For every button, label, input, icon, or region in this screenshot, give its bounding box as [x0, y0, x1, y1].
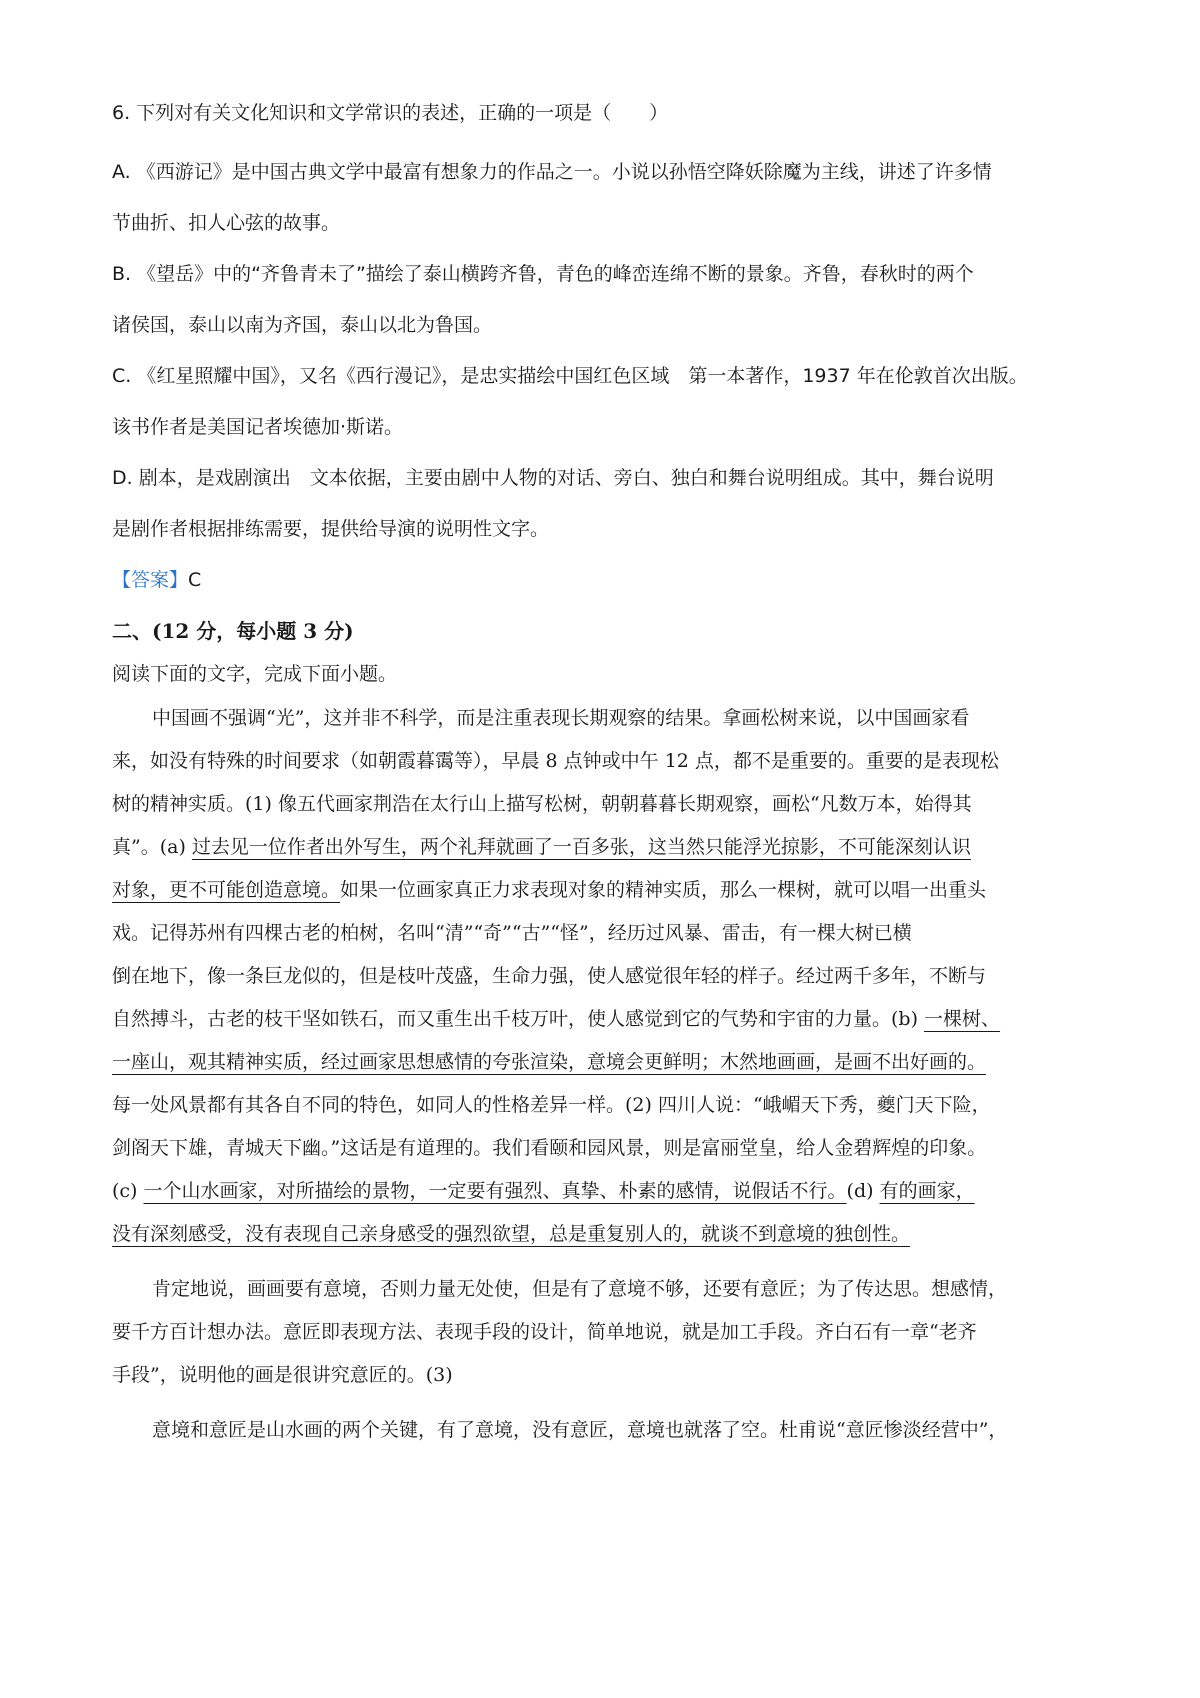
- underlined-sentence-d-part-2: 没有深刻感受，没有表现自己亲身感受的强烈欲望，总是重复别人的，就谈不到意境的独创性。: [112, 1223, 911, 1245]
- passage-marker-c: (c): [112, 1180, 144, 1202]
- option-d-line-2: 是剧作者根据排练需要，提供给导演的说明性文字。: [112, 518, 550, 540]
- answer-line: [112, 565, 201, 595]
- answer-label: 【答案】: [112, 569, 189, 591]
- passage-p2-line-3: 手段”，说明他的画是很讲究意匠的。(3): [112, 1364, 453, 1386]
- underlined-sentence-b-part-2: 一座山，观其精神实质，经过画家思想感情的夸张渲染，意境会更鲜明；木然地画画，是画不出好画的。: [112, 1051, 987, 1073]
- underlined-sentence-a-part-1: 过去见一位作者出外写生，两个礼拜就画了一百多张，这当然只能浮光掠影，不可能深刻认识: [191, 836, 971, 858]
- passage-p1-line-8: [112, 1004, 1000, 1034]
- question-stem: 6. 下列对有关文化知识和文学常识的表述，正确的一项是（ ）: [112, 102, 669, 124]
- passage-p1-line-3: 树的精神实质。(1) 像五代画家荆浩在太行山上描写松树，朝朝暮暮长期观察，画松“凡数万本，始得其: [112, 793, 972, 815]
- option-b-line-2: 诸侯国，泰山以南为齐国，泰山以北为鲁国。: [112, 314, 493, 336]
- passage-p1-line-11: 剑阁天下雄，青城天下幽。”这话是有道理的。我们看颐和园风景，则是富丽堂皇，给人金碧辉煌的印象。: [112, 1137, 987, 1159]
- underlined-sentence-b-part-1: 一棵树、: [924, 1008, 1001, 1030]
- answer-value: C: [188, 569, 202, 591]
- passage-p1-line-1: 中国画不强调“光”，这并非不科学，而是注重表现长期观察的结果。拿画松树来说，以中国画家看: [152, 707, 970, 729]
- passage-p1-line-7: 倒在地下，像一条巨龙似的，但是枝叶茂盛，生命力强，使人感觉很年轻的样子。经过两千多年，不断与: [112, 965, 987, 987]
- option-b-line-1: B. 《望岳》中的“齐鲁青未了”描绘了泰山横跨齐鲁，青色的峰峦连绵不断的景象。齐鲁，春秋时的两个: [112, 263, 974, 285]
- passage-p3-line-1: 意境和意匠是山水画的两个关键，有了意境，没有意匠，意境也就落了空。杜甫说“意匠惨淡经营中”，: [152, 1419, 1008, 1441]
- passage-p1-line-8-text: 自然搏斗，古老的枝干坚如铁石，而又重生出千枝万叶，使人感觉到它的气势和宇宙的力量。(b): [112, 1008, 925, 1030]
- underlined-sentence-a-part-2: 对象，更不可能创造意境。: [112, 879, 341, 901]
- section-instruction: 阅读下面的文字，完成下面小题。: [112, 663, 398, 685]
- underlined-sentence-c: 一个山水画家，对所描绘的景物，一定要有强烈、真挚、朴素的感情，说假话不行。: [143, 1180, 847, 1202]
- option-c-line-2: 该书作者是美国记者埃德加·斯诺。: [112, 416, 404, 438]
- underlined-sentence-d-part-1: 有的画家，: [879, 1180, 975, 1202]
- passage-p2-line-1: 肯定地说，画画要有意境，否则力量无处使，但是有了意境不够，还要有意匠；为了传达思。想感情，: [152, 1278, 1008, 1300]
- option-a-line-1: A. 《西游记》是中国古典文学中最富有想象力的作品之一。小说以孙悟空降妖除魔为主线，讲述了许多情: [112, 161, 992, 183]
- passage-p1-line-5: [112, 875, 986, 905]
- passage-marker-d: (d): [846, 1180, 880, 1202]
- passage-p2-line-2: 要千方百计想办法。意匠即表现方法、表现手段的设计，简单地说，就是加工手段。齐白石有一章“老齐: [112, 1321, 977, 1343]
- option-a-line-2: 节曲折、扣人心弦的故事。: [112, 212, 341, 234]
- passage-p1-line-4: [112, 832, 971, 862]
- section-heading: 二、(12 分，每小题 3 分): [112, 619, 354, 643]
- passage-p1-line-10: 每一处风景都有其各自不同的特色，如同人的性格差异一样。(2) 四川人说：“峨嵋天下秀，夔门天下险，: [112, 1094, 991, 1116]
- option-d-line-1: D. 剧本，是戏剧演出 文本依据，主要由剧中人物的对话、旁白、独白和舞台说明组成。其中，舞台说明: [112, 467, 994, 489]
- passage-p1-line-12: [112, 1176, 975, 1206]
- option-c-line-1: C. 《红星照耀中国》，又名《西行漫记》，是忠实描绘中国红色区域 第一本著作，1937 年在伦敦首次出版。: [112, 365, 1028, 387]
- passage-p1-line-5-rest: 如果一位画家真正力求表现对象的精神实质，那么一棵树，就可以唱一出重头: [340, 879, 987, 901]
- passage-p1-line-6: 戏。记得苏州有四棵古老的柏树，名叫“清”“奇”“古”“怪”，经历过风暴、雷击，有一棵大树已横: [112, 922, 912, 944]
- passage-marker-a: 真”。(a): [112, 836, 192, 858]
- passage-p1-line-2: 来，如没有特殊的时间要求（如朝霞暮霭等），早晨 8 点钟或中午 12 点，都不是重要的。重要的是表现松: [112, 750, 999, 772]
